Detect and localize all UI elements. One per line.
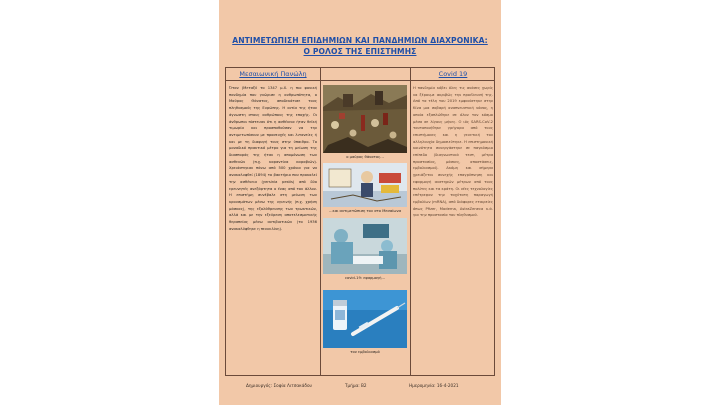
footer-author: Δημιουργός: Σοφία Λιτσακάδου bbox=[246, 383, 312, 388]
right-column-text: Η πανδημία κόβει όλες τις ανάσες χωρίς να ξέρουμε ακριβώς την προέλευσή της. Από τα τέλη του 2019 εμφανίστηκε στην Κίνα μια σοβαρή αναπνευστική νόσος, η οποία εξαπλώθηκε σε όλον τον κόσμο μέσα σε λίγους μήνες. Ο ιός SARS-CoV-2 ταυτοποιήθηκε γρήγορα από τους επιστήμονες και η γενετική του αλληλουχία δημοσιεύτηκε. Η επιστημονική κοινότητα συνεργάστηκε σε παγκόσμιο επίπεδο (διαγνωστικά τεστ, μέτρα προστασίας, μάσκες, αποστάσεις, εμβολιασμοί). Ακόμη και σήμερα χρειάζεται συνεχής επαγρύπνηση και εφαρμογή αυστηρών μέτρων από τους πολίτες και τα κράτη. Οι νέες τεχνολογίες επέτρεψαν την ταχύτατη παραγωγή εμβολίων (mRNA), από διάφορες εταιρείες όπως Pfizer, Moderna, AstraZeneca κ.ά. για την προστασία του πληθυσμού. bbox=[413, 86, 493, 218]
heading-divider bbox=[226, 80, 494, 81]
footer-class: Τμήμα: Β2 bbox=[345, 383, 367, 388]
covid-icu-image bbox=[323, 218, 407, 274]
black-death-painting-image bbox=[323, 85, 407, 153]
poster-page bbox=[219, 0, 501, 405]
caption-image-4: τον εμβολιασμό bbox=[350, 350, 380, 354]
poster-title-line2: Ο ΡΟΛΟΣ ΤΗΣ ΕΠΙΣΤΗΜΗΣ bbox=[303, 47, 417, 56]
footer-date: Ημερομηνία: 16-4-2021 bbox=[409, 383, 459, 388]
vaccine-image bbox=[323, 290, 407, 348]
content-table bbox=[225, 67, 495, 376]
column-divider-right bbox=[410, 68, 411, 375]
right-column-heading: Covid 19 bbox=[438, 70, 468, 78]
left-column-heading: Μεσαιωνική Πανώλη bbox=[239, 70, 307, 78]
medieval-treatment-image bbox=[323, 163, 407, 207]
poster-title-line1: ΑΝΤΙΜΕΤΩΠΙΣΗ ΕΠΙΔΗΜΙΩΝ ΚΑΙ ΠΑΝΔΗΜΙΩΝ ΔΙΑΧΡΟΝΙΚΑ: bbox=[232, 36, 488, 45]
caption-image-2: ...και αντιμετώπιση του στο Μεσαίωνα bbox=[329, 209, 401, 213]
caption-image-1: ο μαύρος θάνατος... bbox=[346, 155, 384, 159]
caption-image-3: covid-19: εφαρμογή... bbox=[344, 276, 386, 280]
column-divider-left bbox=[320, 68, 321, 375]
left-column-text: Όταν (Μεταξύ το 1347 μ.Χ. η πιο φονική πανδημία που γνώρισε η ανθρωπότητα, ο Μαύρος Θάνατος, αποδεκάτισε τους πληθυσμούς της Ευρώπης. Η αιτία της ήταν άγνωστη στους ανθρώπους της εποχής. Οι άνθρωποι πίστευαν ότι η ασθένεια ήταν θεϊκή τιμωρία και προσπαθούσαν να την αντιμετωπίσουν με προσευχές και λιτανείες ή και με τη διαφυγή τους στην ύπαιθρο. Το μοναδικό πρακτικό μέτρο για τη μείωση της διασποράς της ήταν η απομόνωση των ασθενών (π.χ. καραντίνα καραβιών). Χρειάστηκαν πάνω από 500 χρόνια για να ανακαλυφθεί (1894) το βακτήριο που προκαλεί την ασθένεια (yersinia pestis) από δύο ερευνητές ανεξάρτητα ο ένας από τον άλλον. Η επιστήμη συνέβαλε στη μείωση των κρουσμάτων μέσω της υγιεινής (π.χ. χρήση μάσκας), της εξολόθρευσης των τρωκτικών, αλλά και με την εξεύρεση αποτελεσματικής θεραπείας μέσω αντιβιοτικών (το 1936 ανακαλύφθηκε η πενικιλίνη). bbox=[229, 86, 317, 231]
